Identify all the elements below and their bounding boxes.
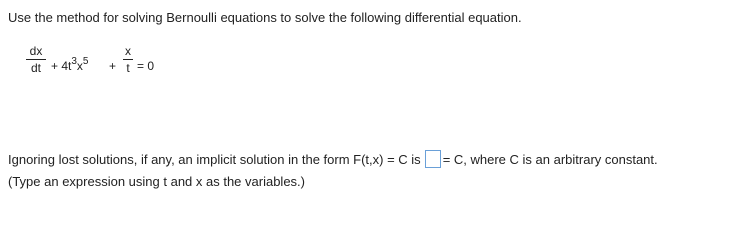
- fraction-bar: [123, 59, 133, 60]
- question-text-after: = C, where C is an arbitrary constant.: [442, 151, 658, 167]
- dx-dt-fraction: [26, 44, 46, 75]
- question-line: [8, 150, 658, 168]
- x-base: x: [76, 59, 83, 73]
- x-over-t-fraction: [123, 44, 133, 75]
- plus-sign: +: [109, 59, 117, 73]
- fraction-bar: [26, 59, 46, 60]
- equals-zero: = 0: [137, 59, 155, 73]
- dx-numerator: dx: [29, 44, 43, 58]
- answer-input[interactable]: [425, 150, 441, 168]
- plus-4t-text: + 4t: [51, 59, 72, 73]
- question-text-before: Ignoring lost solutions, if any, an implicit solution in the form F(t,x) = C is: [8, 151, 421, 167]
- middle-term: [51, 56, 89, 75]
- dt-denominator: dt: [30, 61, 41, 75]
- t-denominator: t: [126, 61, 130, 75]
- x-numerator: x: [125, 44, 131, 58]
- instruction-text: Use the method for solving Bernoulli equations to solve the following differential equation.: [8, 10, 522, 25]
- x-exponent: 5: [82, 56, 89, 67]
- t-exponent: 3: [71, 56, 77, 67]
- input-hint: (Type an expression using t and x as the variables.): [8, 174, 305, 189]
